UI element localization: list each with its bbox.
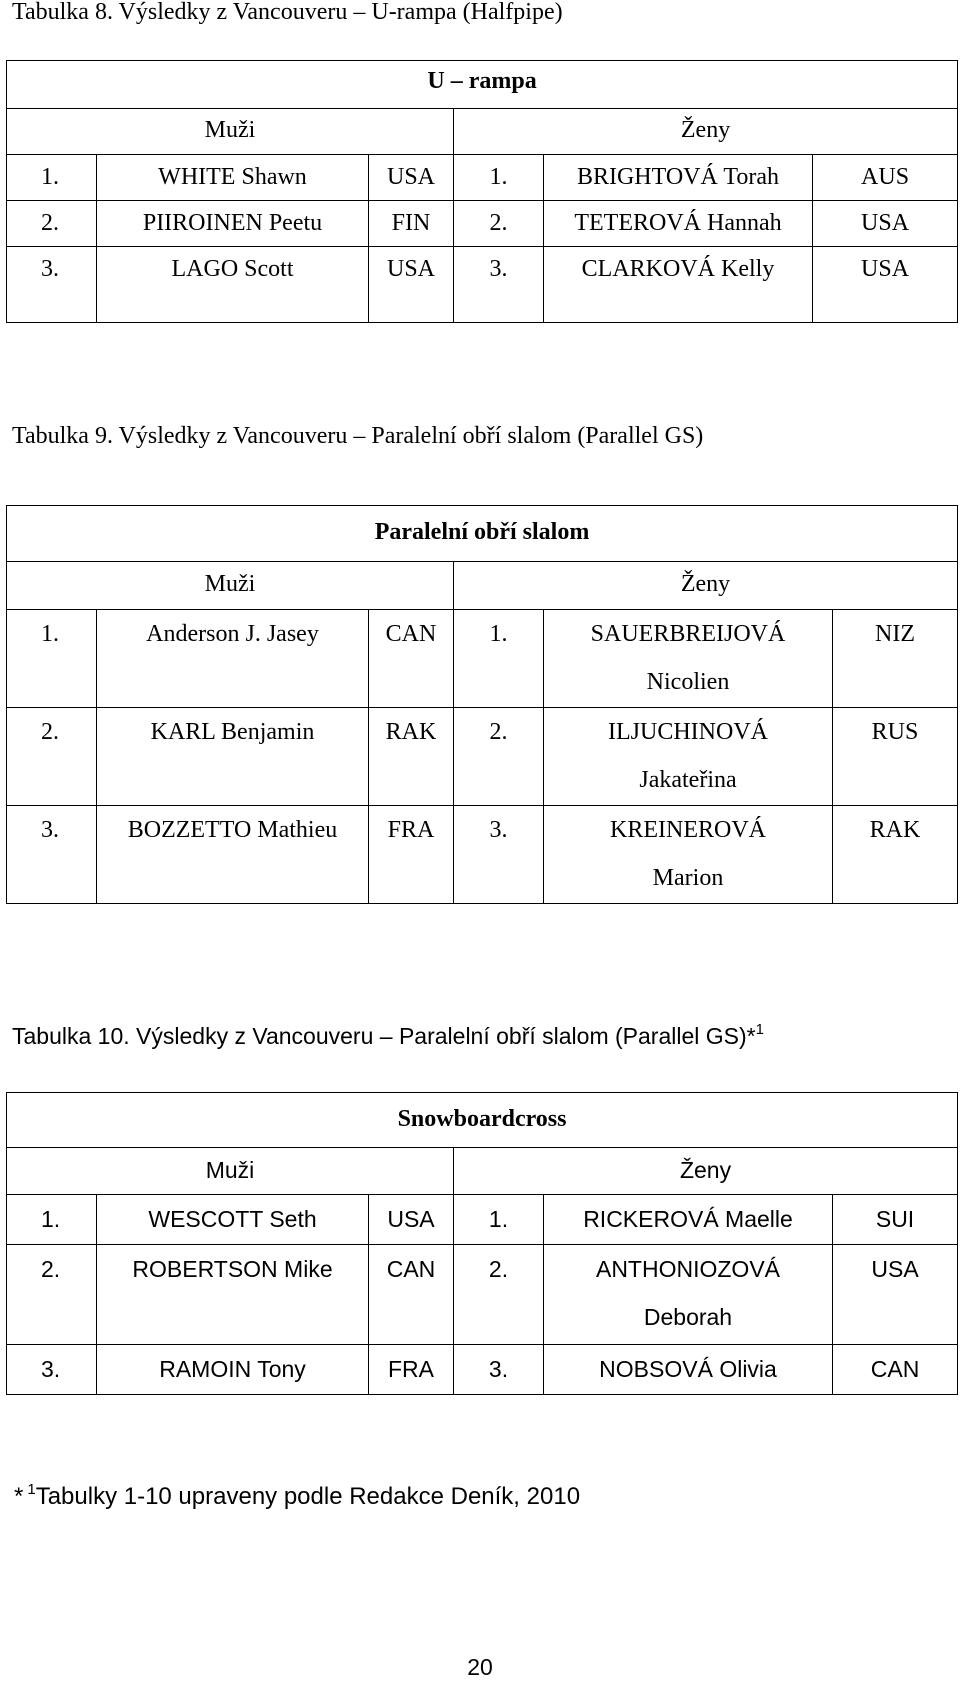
table8-caption: Tabulka 8. Výsledky z Vancouveru – U-rampa (Halfpipe) xyxy=(12,0,563,25)
table10-title: Snowboardcross xyxy=(7,1093,958,1148)
table-row xyxy=(7,201,958,247)
men-country: CAN xyxy=(369,1245,454,1345)
men-header: Muži xyxy=(7,562,454,610)
men-country: FRA xyxy=(369,1345,454,1395)
women-rank: 3. xyxy=(454,806,544,904)
men-country: USA xyxy=(369,155,454,201)
table8-title: U – rampa xyxy=(7,61,958,109)
men-rank: 1. xyxy=(7,155,97,201)
men-rank: 3. xyxy=(7,247,97,323)
men-country: USA xyxy=(369,1195,454,1245)
women-name-line1: KREINEROVÁ xyxy=(610,817,766,843)
women-rank: 3. xyxy=(454,1345,544,1395)
women-rank: 2. xyxy=(454,708,544,806)
men-rank: 1. xyxy=(7,1195,97,1245)
table10-caption xyxy=(12,1016,764,1050)
women-name: BRIGHTOVÁ Torah xyxy=(544,155,813,201)
men-name: PIIROINEN Peetu xyxy=(97,201,369,247)
table10 xyxy=(6,1092,958,1395)
women-country: NIZ xyxy=(833,610,958,708)
women-country: USA xyxy=(833,1245,958,1345)
women-name: CLARKOVÁ Kelly xyxy=(544,247,813,323)
women-name: TETEROVÁ Hannah xyxy=(544,201,813,247)
men-rank: 3. xyxy=(7,806,97,904)
table9-caption: Tabulka 9. Výsledky z Vancouveru – Paralelní obří slalom (Parallel GS) xyxy=(12,423,704,449)
men-name: WESCOTT Seth xyxy=(97,1195,369,1245)
footnote-marker: 1 xyxy=(755,1021,764,1038)
women-name xyxy=(544,610,833,708)
footnote-star: * xyxy=(14,1483,24,1510)
women-country: USA xyxy=(813,201,958,247)
men-name: BOZZETTO Mathieu xyxy=(97,806,369,904)
footnote-sup: 1 xyxy=(27,1481,36,1498)
women-country: USA xyxy=(813,247,958,323)
men-name: ROBERTSON Mike xyxy=(97,1245,369,1345)
table-row xyxy=(7,247,958,323)
men-country: CAN xyxy=(369,610,454,708)
women-name-line2: Marion xyxy=(652,865,724,891)
women-rank: 3. xyxy=(454,247,544,323)
women-rank: 2. xyxy=(454,1245,544,1345)
women-name-line2: Jakateřina xyxy=(639,767,737,793)
men-country: FIN xyxy=(369,201,454,247)
women-country: AUS xyxy=(813,155,958,201)
footnote-text: Tabulky 1-10 upraveny podle Redakce Deník, 2010 xyxy=(35,1483,581,1510)
men-rank: 1. xyxy=(7,610,97,708)
table-row xyxy=(7,708,958,806)
table-row xyxy=(7,1345,958,1395)
table10-caption-text: Tabulka 10. Výsledky z Vancouveru – Paralelní obří slalom (Parallel GS)* xyxy=(12,1023,756,1049)
men-rank: 2. xyxy=(7,708,97,806)
women-rank: 1. xyxy=(454,1195,544,1245)
men-name: LAGO Scott xyxy=(97,247,369,323)
men-name: Anderson J. Jasey xyxy=(97,610,369,708)
women-name xyxy=(544,806,833,904)
women-name-line1: SAUERBREIJOVÁ xyxy=(590,621,786,647)
page-number: 20 xyxy=(467,1654,493,1680)
women-country: RUS xyxy=(833,708,958,806)
women-name: NOBSOVÁ Olivia xyxy=(544,1345,833,1395)
women-name xyxy=(544,708,833,806)
women-name-line1: ILJUCHINOVÁ xyxy=(608,719,768,745)
women-name-line1: ANTHONIOZOVÁ xyxy=(595,1256,780,1282)
women-header: Ženy xyxy=(454,109,958,155)
women-rank: 2. xyxy=(454,201,544,247)
women-name-line2: Deborah xyxy=(643,1304,733,1330)
women-country: SUI xyxy=(833,1195,958,1245)
men-header: Muži xyxy=(7,109,454,155)
women-name-line2: Nicolien xyxy=(646,669,730,695)
table-row xyxy=(7,1195,958,1245)
men-country: RAK xyxy=(369,708,454,806)
men-name: KARL Benjamin xyxy=(97,708,369,806)
men-country: FRA xyxy=(369,806,454,904)
women-name xyxy=(544,1245,833,1345)
women-rank: 1. xyxy=(454,610,544,708)
women-name: RICKEROVÁ Maelle xyxy=(544,1195,833,1245)
women-header: Ženy xyxy=(454,562,958,610)
table-row xyxy=(7,155,958,201)
men-name: WHITE Shawn xyxy=(97,155,369,201)
men-rank: 2. xyxy=(7,1245,97,1345)
women-country: RAK xyxy=(833,806,958,904)
women-country: CAN xyxy=(833,1345,958,1395)
men-header: Muži xyxy=(7,1148,454,1195)
men-name: RAMOIN Tony xyxy=(97,1345,369,1395)
table8 xyxy=(6,60,958,323)
women-header: Ženy xyxy=(454,1148,958,1195)
table-row xyxy=(7,806,958,904)
footnote xyxy=(14,1481,580,1511)
women-rank: 1. xyxy=(454,155,544,201)
men-rank: 3. xyxy=(7,1345,97,1395)
table-row xyxy=(7,610,958,708)
table9 xyxy=(6,505,958,904)
table-row xyxy=(7,1245,958,1345)
men-country: USA xyxy=(369,247,454,323)
men-rank: 2. xyxy=(7,201,97,247)
table9-title: Paralelní obří slalom xyxy=(7,506,958,562)
